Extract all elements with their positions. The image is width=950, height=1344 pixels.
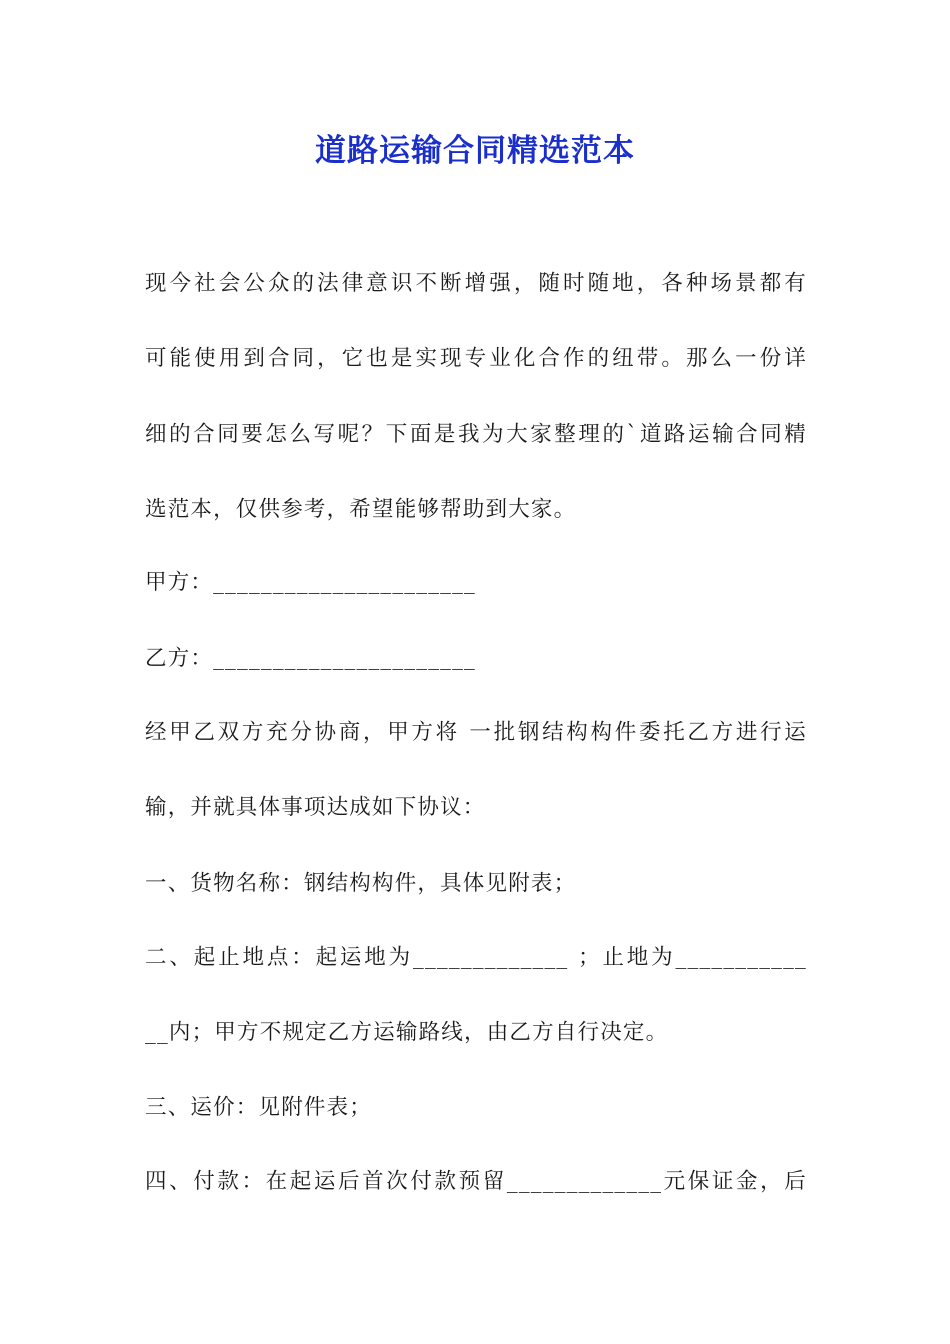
- clause-2-line-1: 二、起止地点：起运地为_____________ ；止地为___________: [145, 945, 807, 970]
- clause-2-line-2: __内；甲方不规定乙方运输路线，由乙方自行决定。: [145, 1020, 669, 1045]
- agreement-line-1: 经甲乙双方充分协商，甲方将 一批钢结构构件委托乙方进行运: [145, 720, 807, 745]
- document-title: 道路运输合同精选范本: [315, 133, 635, 169]
- paragraph-line-4: 选范本，仅供参考，希望能够帮助到大家。: [145, 497, 577, 522]
- paragraph-line-3: 细的合同要怎么写呢？下面是我为大家整理的`道路运输合同精: [145, 422, 807, 447]
- clause-4-line-1: 四、付款：在起运后首次付款预留_____________元保证金，后: [145, 1169, 807, 1194]
- party-b-line: 乙方：______________________: [145, 646, 477, 671]
- clause-1-line: 一、货物名称：钢结构构件，具体见附表；: [145, 871, 577, 896]
- paragraph-line-1: 现今社会公众的法律意识不断增强，随时随地，各种场景都有: [145, 271, 807, 296]
- clause-3-line: 三、运价：见附件表；: [145, 1095, 373, 1120]
- party-a-line: 甲方：______________________: [145, 570, 477, 595]
- agreement-line-2: 输，并就具体事项达成如下协议：: [145, 795, 486, 820]
- paragraph-line-2: 可能使用到合同，它也是实现专业化合作的纽带。那么一份详: [145, 346, 807, 371]
